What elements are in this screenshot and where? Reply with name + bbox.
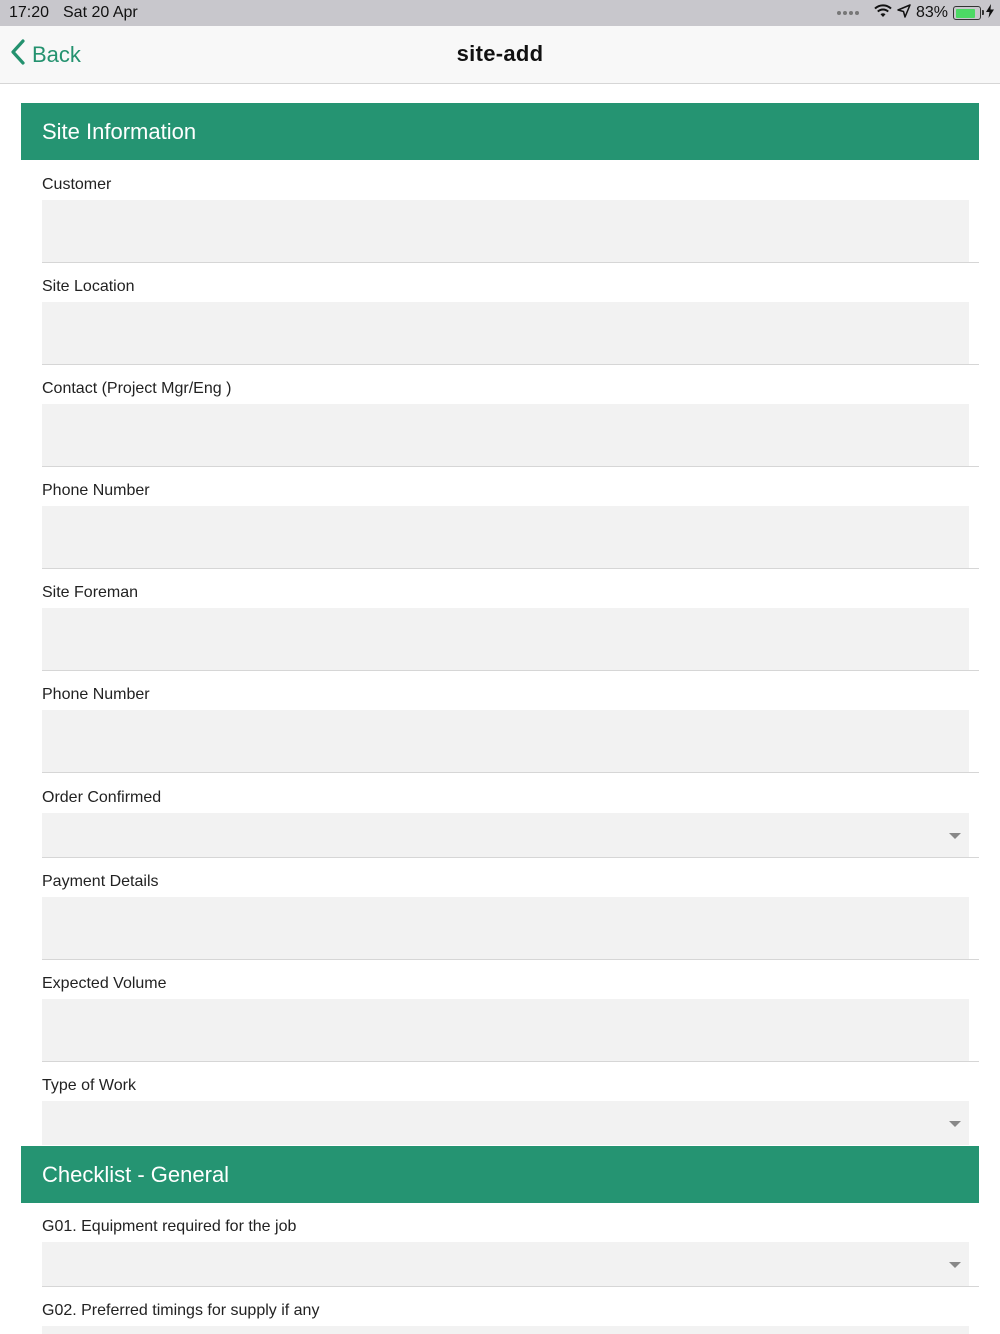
g01-label: G01. Equipment required for the job	[42, 1218, 297, 1235]
field-divider	[42, 670, 979, 671]
field-divider	[42, 857, 979, 858]
contact-label: Contact (Project Mgr/Eng )	[42, 380, 232, 397]
status-time: 17:20	[9, 4, 50, 21]
foreman-phone-number-input[interactable]	[42, 710, 969, 772]
foreman-phone-number-label: Phone Number	[42, 686, 150, 703]
status-bar	[0, 0, 1000, 26]
contact-input[interactable]	[42, 404, 969, 466]
field-divider	[42, 262, 979, 263]
order-confirmed-label: Order Confirmed	[42, 789, 162, 806]
payment-details-input[interactable]	[42, 897, 969, 959]
dropdown-arrow-icon	[949, 1121, 961, 1127]
type-of-work-select[interactable]	[42, 1101, 969, 1145]
g01-select[interactable]	[42, 1242, 969, 1286]
battery-percent: 83%	[915, 4, 948, 21]
section-header-site-information: Site Information	[21, 103, 979, 160]
section-header-checklist-general: Checklist - General	[21, 1146, 979, 1203]
site-foreman-input[interactable]	[42, 608, 969, 670]
back-label: Back	[32, 42, 81, 67]
customer-label: Customer	[42, 176, 112, 193]
type-of-work-label: Type of Work	[42, 1077, 136, 1094]
phone-number-input[interactable]	[42, 506, 969, 568]
field-divider	[42, 466, 979, 467]
charging-bolt-icon	[986, 4, 994, 23]
battery-icon	[953, 6, 981, 20]
site-location-label: Site Location	[42, 278, 135, 295]
field-divider	[42, 1286, 979, 1287]
g02-input[interactable]	[42, 1326, 969, 1334]
expected-volume-label: Expected Volume	[42, 975, 167, 992]
battery-fill	[956, 9, 975, 18]
g02-label: G02. Preferred timings for supply if any	[42, 1302, 320, 1319]
navigation-bar	[0, 26, 1000, 84]
dropdown-arrow-icon	[949, 833, 961, 839]
expected-volume-input[interactable]	[42, 999, 969, 1061]
site-location-input[interactable]	[42, 302, 969, 364]
location-arrow-icon	[897, 4, 911, 23]
field-divider	[42, 568, 979, 569]
field-divider	[42, 772, 979, 773]
field-divider	[42, 1061, 979, 1062]
customer-input[interactable]	[42, 200, 969, 262]
page-title: site-add	[456, 41, 544, 66]
status-indicators	[837, 3, 994, 23]
phone-number-label: Phone Number	[42, 482, 150, 499]
dropdown-arrow-icon	[949, 1262, 961, 1268]
signal-icon	[837, 11, 859, 15]
field-divider	[42, 959, 979, 960]
field-divider	[42, 364, 979, 365]
payment-details-label: Payment Details	[42, 873, 159, 890]
site-foreman-label: Site Foreman	[42, 584, 139, 601]
order-confirmed-select[interactable]	[42, 813, 969, 857]
status-date: Sat 20 Apr	[63, 4, 138, 21]
wifi-icon	[874, 4, 892, 23]
